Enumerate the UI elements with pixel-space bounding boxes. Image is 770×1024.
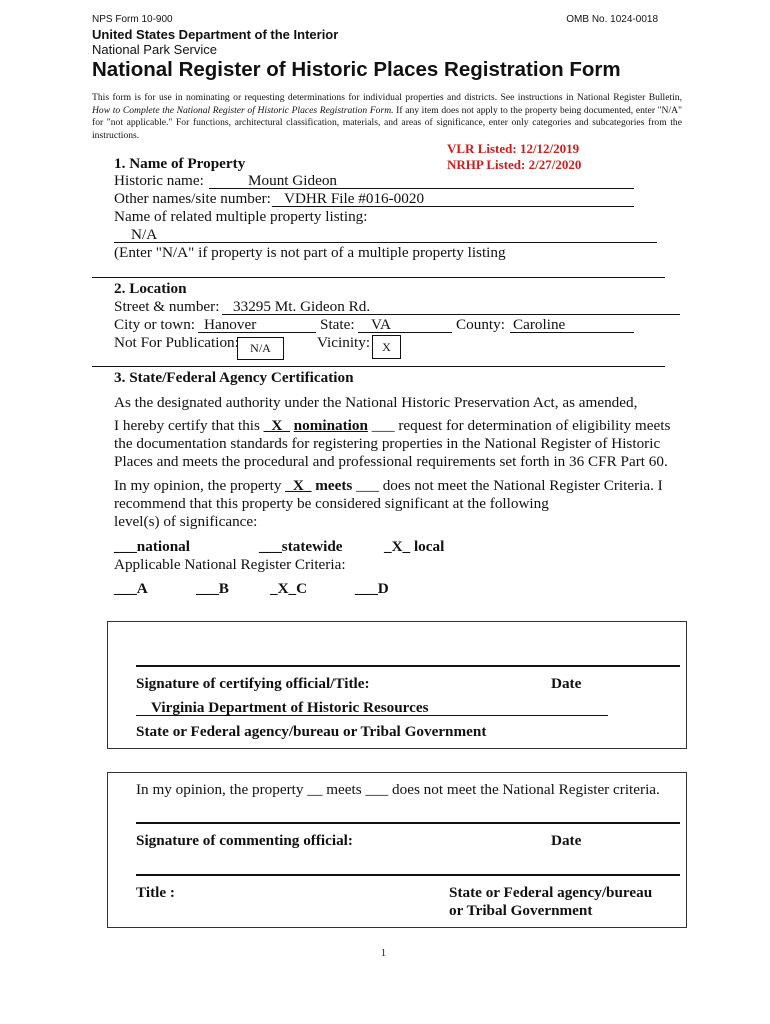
instructions-line2a: Bulletin, bbox=[648, 92, 682, 103]
city-field[interactable]: Hanover bbox=[204, 316, 257, 333]
commenting-agency-line2: or Tribal Government bbox=[449, 902, 593, 919]
publication-label: Not For Publication: bbox=[114, 334, 239, 351]
certify-text-b: ___ request for determination of eligibility meets bbox=[367, 417, 671, 434]
page-title: National Register of Historic Places Registration Form bbox=[92, 58, 621, 81]
certifying-agency-label: State or Federal agency/bureau or Tribal Government bbox=[136, 723, 487, 740]
instructions bbox=[92, 92, 682, 142]
section1-heading: 1. Name of Property bbox=[114, 155, 246, 172]
certifying-signature-label: Signature of certifying official/Title: bbox=[136, 675, 370, 692]
opinion-text-b: ___ does not meet the National Register Criteria. I bbox=[352, 477, 663, 494]
state-label: State: bbox=[320, 316, 355, 333]
vicinity-label: Vicinity: bbox=[317, 334, 371, 351]
opinion-line1 bbox=[114, 477, 663, 496]
instructions-bulletin-title: How to Complete the National Register of Historic Places Registration Form. bbox=[92, 104, 394, 116]
certify-line2: the documentation standards for registering properties in the National Register of Historic bbox=[114, 435, 661, 452]
city-label: City or town: bbox=[114, 316, 196, 333]
vlr-listed-date: VLR Listed: 12/12/2019 bbox=[447, 141, 580, 156]
certify-line1 bbox=[114, 417, 670, 436]
section2-heading: 2. Location bbox=[114, 280, 187, 297]
certify-line3: Places and meets the procedural and professional requirements set forth in 36 CFR Part 60. bbox=[114, 453, 668, 470]
county-label: County: bbox=[456, 316, 505, 333]
criteria-d[interactable]: ___D bbox=[355, 580, 389, 597]
historic-name-label: Historic name: bbox=[114, 172, 204, 189]
opinion-line2: recommend that this property be considered significant at the following bbox=[114, 495, 549, 512]
historic-name-field[interactable]: Mount Gideon bbox=[248, 172, 338, 189]
level-statewide[interactable]: ___statewide bbox=[259, 538, 343, 555]
service-name: National Park Service bbox=[92, 42, 217, 57]
omb-number: OMB No. 1024-0018 bbox=[566, 14, 658, 25]
section3-heading: 3. State/Federal Agency Certification bbox=[114, 369, 354, 386]
department-name: United States Department of the Interior bbox=[92, 27, 339, 42]
publication-field[interactable]: N/A bbox=[237, 337, 284, 360]
instructions-line3: documented, enter "N/A" for "not applicable." For functions, architectural classification, materials, and areas of significance, enter only bbox=[92, 104, 682, 128]
section-divider-1 bbox=[92, 277, 665, 278]
criteria-a[interactable]: ___A bbox=[114, 580, 148, 597]
commenting-signature-line[interactable] bbox=[136, 822, 680, 824]
instructions-line1: This form is for use in nominating or requesting determinations for individual properties and districts. See instructions in National Register bbox=[92, 92, 646, 103]
section-divider-2 bbox=[92, 366, 665, 367]
commenting-signature-label: Signature of commenting official: bbox=[136, 832, 353, 849]
commenting-title-line[interactable] bbox=[136, 874, 680, 876]
multiple-listing-field[interactable]: N/A bbox=[131, 226, 158, 243]
criteria-b[interactable]: ___B bbox=[196, 580, 229, 597]
opinion-line3: level(s) of significance: bbox=[114, 513, 258, 530]
instructions-line2b: If any item does not apply to the property being bbox=[393, 104, 582, 116]
page-number: 1 bbox=[381, 948, 386, 959]
meets-checkmark[interactable]: _X_ bbox=[285, 477, 312, 494]
certification-intro: As the designated authority under the National Historic Preservation Act, as amended, bbox=[114, 394, 638, 411]
certifying-date-label: Date bbox=[551, 675, 582, 692]
nomination-checkmark[interactable]: _X_ bbox=[263, 417, 290, 434]
street-label: Street & number: bbox=[114, 298, 220, 315]
nomination-label: nomination bbox=[293, 417, 368, 434]
commenting-date-label: Date bbox=[551, 832, 582, 849]
commenting-opinion-line: In my opinion, the property __ meets ___ does not meet the National Register criteria. bbox=[136, 781, 660, 798]
instructions-line4: categories and subcategories from the instructions. bbox=[92, 117, 682, 141]
level-local[interactable]: _X_ local bbox=[384, 538, 445, 555]
certifying-agency-field[interactable]: Virginia Department of Historic Resources bbox=[151, 699, 429, 716]
criteria-c[interactable]: _X_C bbox=[270, 580, 308, 597]
vicinity-field[interactable]: X bbox=[372, 335, 401, 359]
nrhp-listed-date: NRHP Listed: 2/27/2020 bbox=[447, 157, 582, 172]
certify-text-a: I hereby certify that this bbox=[114, 417, 264, 434]
other-names-label: Other names/site number: bbox=[114, 190, 271, 207]
county-field[interactable]: Caroline bbox=[513, 316, 566, 333]
multiple-listing-label: Name of related multiple property listing: bbox=[114, 208, 368, 225]
multiple-listing-note: (Enter "N/A" if property is not part of a multiple property listing bbox=[114, 244, 506, 261]
level-national[interactable]: ___national bbox=[114, 538, 190, 555]
opinion-text-a: In my opinion, the property bbox=[114, 477, 286, 494]
other-names-field[interactable]: VDHR File #016-0020 bbox=[284, 190, 425, 207]
criteria-label: Applicable National Register Criteria: bbox=[114, 556, 346, 573]
commenting-agency-line1: State or Federal agency/bureau bbox=[449, 884, 653, 901]
state-field[interactable]: VA bbox=[371, 316, 391, 333]
meets-label: meets bbox=[315, 477, 353, 494]
certifying-signature-line[interactable] bbox=[136, 665, 680, 667]
form-number: NPS Form 10-900 bbox=[92, 14, 173, 25]
commenting-title-label: Title : bbox=[136, 884, 175, 901]
street-field[interactable]: 33295 Mt. Gideon Rd. bbox=[233, 298, 371, 315]
